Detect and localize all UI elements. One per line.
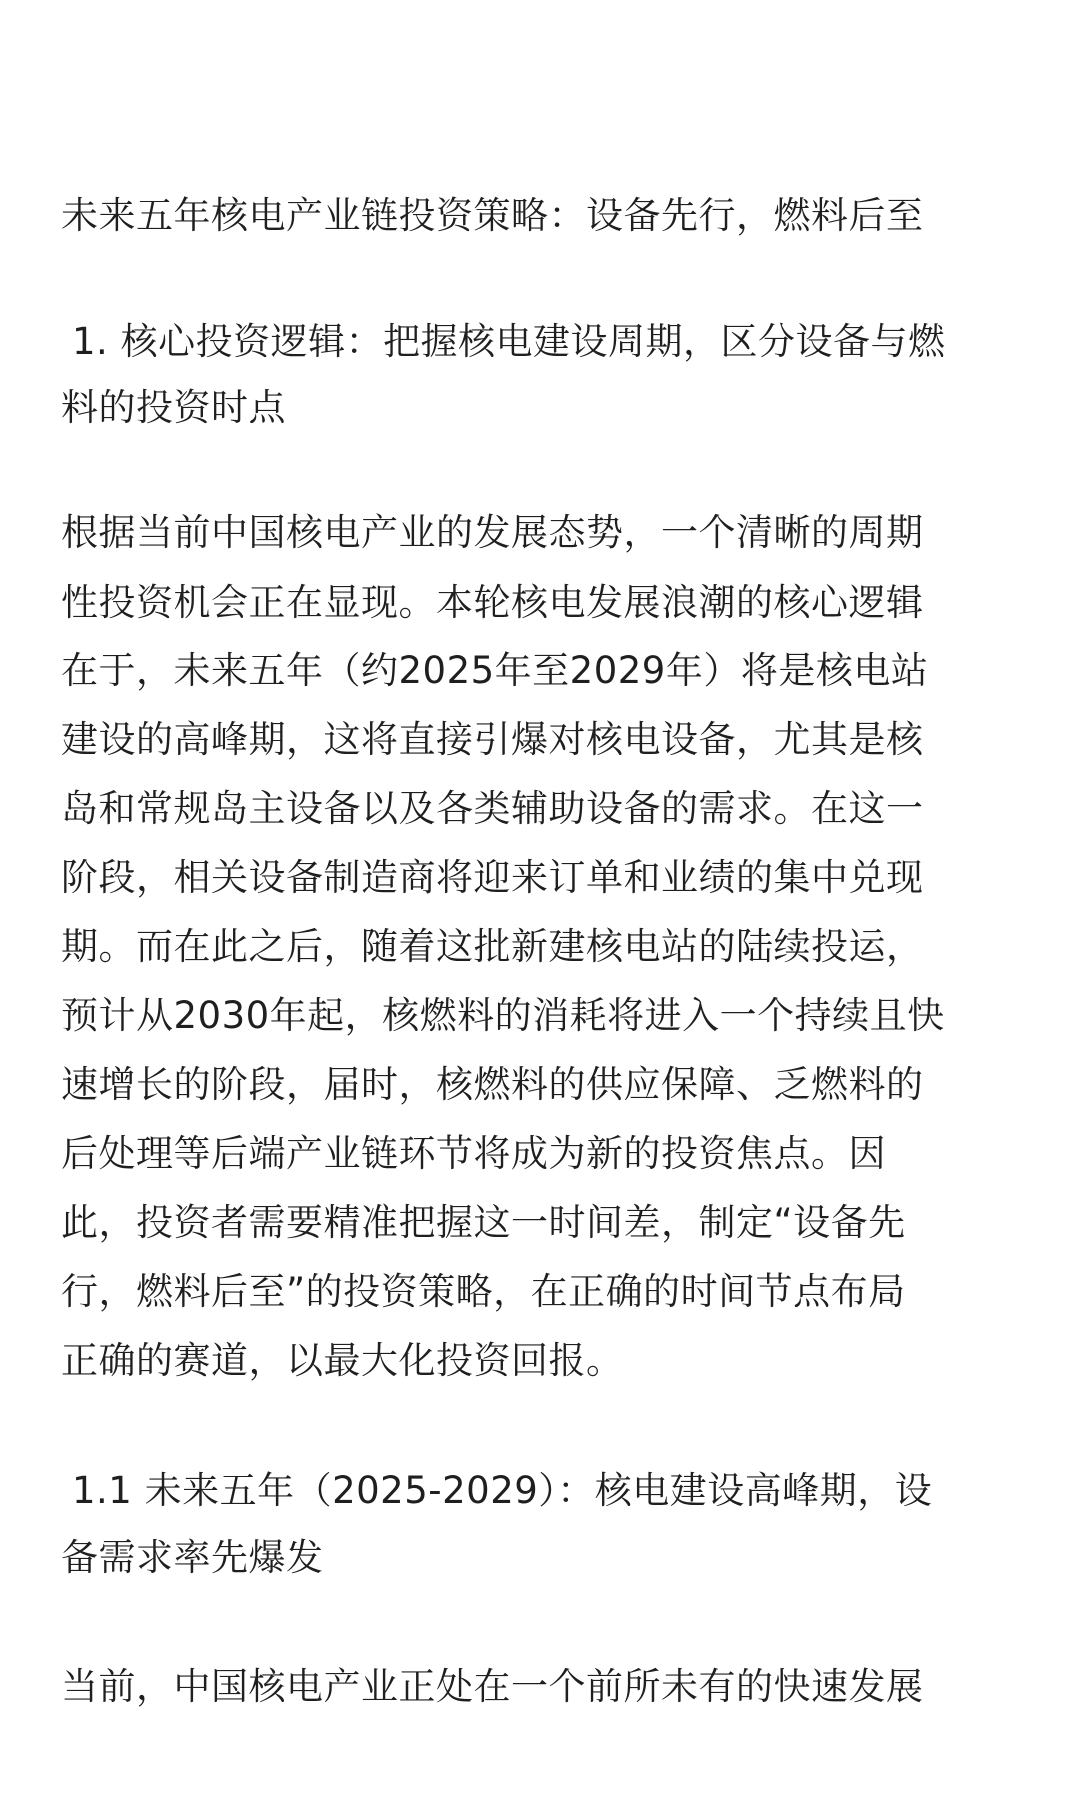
paragraph-1-line: 后处理等后端产业链环节将成为新的投资焦点。因 — [61, 1132, 886, 1175]
paragraph-1-line: 性投资机会正在显现。本轮核电发展浪潮的核心逻辑 — [61, 581, 924, 624]
section-heading-1-line-1: 1. 核心投资逻辑：把握核电建设周期，区分设备与燃 — [72, 320, 946, 363]
paragraph-1-line: 此，投资者需要精准把握这一时间差，制定“设备先 — [61, 1201, 906, 1244]
paragraph-1-line: 预计从2030年起，核燃料的消耗将进入一个持续且快 — [61, 994, 945, 1037]
paragraph-1-line: 行，燃料后至”的投资策略，在正确的时间节点布局 — [61, 1270, 906, 1313]
paragraph-1-line: 正确的赛道，以最大化投资回报。 — [61, 1339, 624, 1382]
paragraph-1-line: 阶段，相关设备制造商将迎来订单和业绩的集中兑现 — [61, 856, 924, 899]
paragraph-1-line: 岛和常规岛主设备以及各类辅助设备的需求。在这一 — [61, 787, 924, 830]
paragraph-1-line: 建设的高峰期，这将直接引爆对核电设备，尤其是核 — [61, 718, 924, 761]
paragraph-1-line: 根据当前中国核电产业的发展态势，一个清晰的周期 — [61, 511, 924, 554]
article-title: 未来五年核电产业链投资策略：设备先行，燃料后至 — [61, 194, 924, 237]
paragraph-1-line: 速增长的阶段，届时，核燃料的供应保障、乏燃料的 — [61, 1063, 924, 1106]
section-heading-1-1-line-1: 1.1 未来五年（2025-2029）：核电建设高峰期，设 — [72, 1469, 933, 1512]
paragraph-1-line: 期。而在此之后，随着这批新建核电站的陆续投运， — [61, 925, 924, 968]
section-heading-1-line-2: 料的投资时点 — [61, 386, 286, 429]
paragraph-1-line: 在于，未来五年（约2025年至2029年）将是核电站 — [61, 649, 929, 692]
paragraph-2-line: 当前，中国核电产业正处在一个前所未有的快速发展 — [61, 1665, 924, 1708]
section-heading-1-1-line-2: 备需求率先爆发 — [61, 1536, 324, 1579]
